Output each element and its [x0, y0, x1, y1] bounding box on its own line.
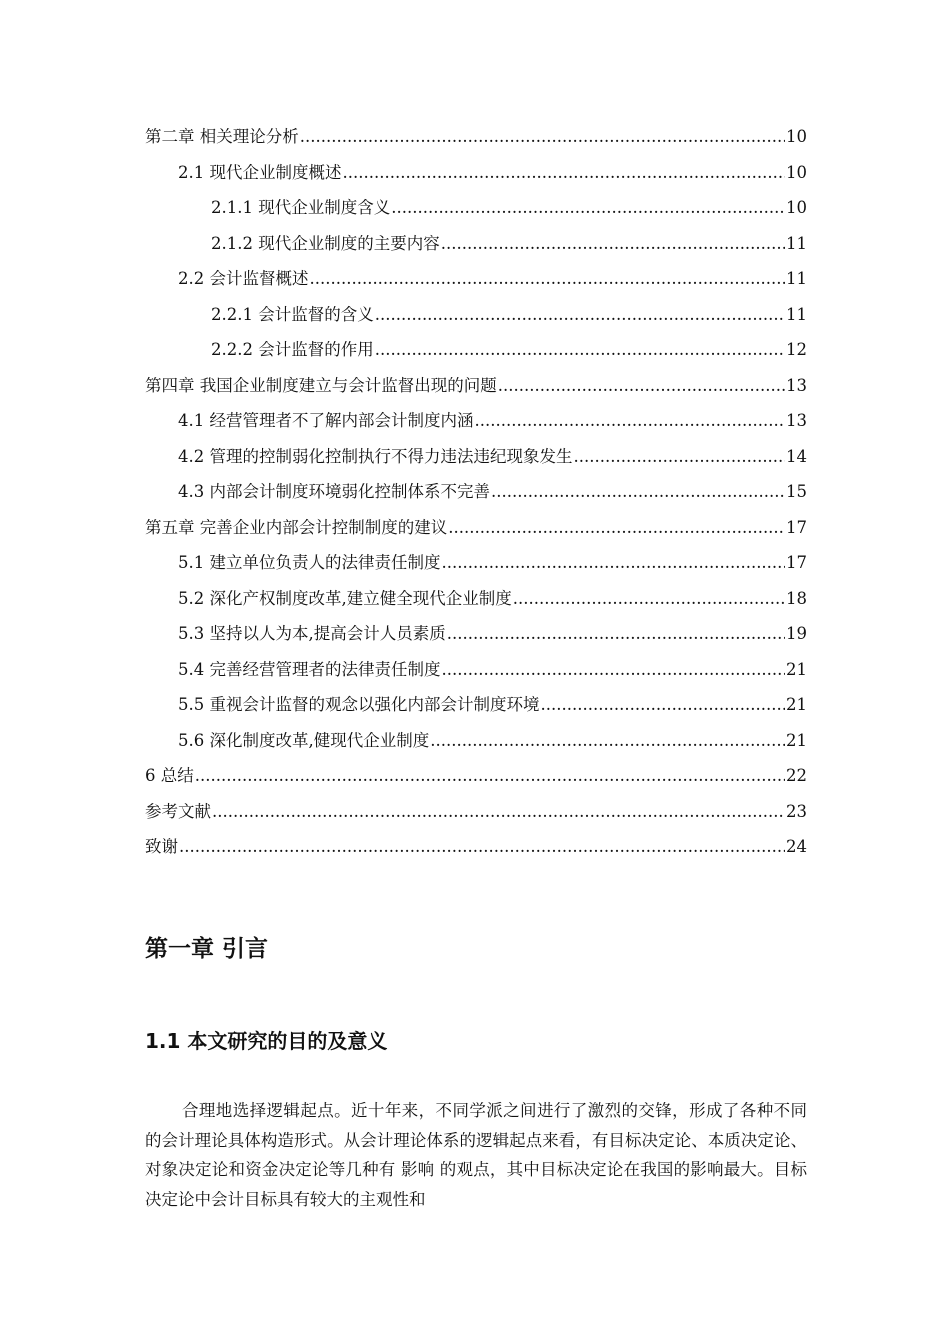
toc-entry-title: 5.3 坚持以人为本,提高会计人员素质 [178, 624, 446, 643]
toc-leader-dots [447, 616, 785, 652]
toc-entry[interactable] [145, 794, 807, 830]
toc-entry[interactable] [145, 510, 807, 546]
toc-entry-page: 13 [786, 375, 807, 395]
toc-entry[interactable] [145, 332, 807, 368]
toc-leader-dots [475, 403, 786, 439]
table-of-contents [145, 119, 807, 865]
toc-entry-title: 5.4 完善经营管理者的法律责任制度 [178, 659, 441, 679]
toc-leader-dots [448, 510, 785, 546]
toc-entry-title: 2.1.2 现代企业制度的主要内容 [211, 233, 440, 253]
toc-entry-title: 2.1.1 现代企业制度含义 [211, 198, 391, 217]
toc-leader-dots [212, 794, 785, 830]
toc-entry-title: 6 总结 [145, 766, 194, 785]
toc-entry[interactable] [145, 687, 807, 723]
toc-entry-page: 17 [786, 517, 807, 537]
toc-entry-page: 13 [786, 411, 807, 430]
toc-entry-title: 5.6 深化制度改革,健现代企业制度 [178, 730, 430, 750]
body-paragraph: 合理地选择逻辑起点。近十年来，不同学派之间进行了激烈的交锋，形成了各种不同的会计理论具体构造形式。从会计理论体系的逻辑起点来看，有目标决定论、本质决定论、对象决定论和资金决定论等几种有 影响 的观点，其中目标决定论在我国的影响最大。目标决定论中会计目标具有较大的主观性和 [145, 1101, 807, 1209]
toc-entry-page: 14 [786, 446, 807, 466]
toc-leader-dots [430, 723, 785, 759]
toc-entry[interactable] [145, 403, 807, 439]
toc-leader-dots [498, 368, 785, 404]
toc-entry-page: 21 [786, 659, 807, 679]
toc-entry-title: 2.2.1 会计监督的含义 [211, 304, 374, 324]
toc-entry-title: 第二章 相关理论分析 [145, 127, 299, 146]
toc-entry-page: 10 [786, 127, 807, 146]
toc-entry[interactable] [145, 723, 807, 759]
toc-entry-page: 17 [786, 553, 807, 572]
toc-entry-page: 22 [786, 766, 807, 785]
toc-entry[interactable] [145, 545, 807, 581]
toc-entry-title: 5.2 深化产权制度改革,建立健全现代企业制度 [178, 588, 512, 608]
toc-entry[interactable] [145, 261, 807, 297]
toc-entry-title: 第四章 我国企业制度建立与会计监督出现的问题 [145, 375, 497, 395]
chapter-heading: 第一章 引言 [145, 936, 269, 962]
toc-entry[interactable] [145, 226, 807, 262]
toc-entry-title: 5.1 建立单位负责人的法律责任制度 [178, 553, 441, 572]
toc-entry[interactable] [145, 616, 807, 652]
toc-entry-page: 11 [786, 233, 807, 253]
toc-entry-page: 18 [786, 588, 807, 608]
toc-entry[interactable] [145, 297, 807, 333]
toc-leader-dots [441, 226, 785, 262]
toc-entry[interactable] [145, 190, 807, 226]
toc-entry[interactable] [145, 474, 807, 510]
toc-entry-page: 19 [786, 624, 807, 643]
toc-entry-title: 5.5 重视会计监督的观念以强化内部会计制度环境 [178, 695, 540, 714]
toc-entry-title: 参考文献 [145, 801, 211, 821]
toc-leader-dots [442, 652, 786, 688]
toc-entry-page: 12 [786, 340, 807, 359]
toc-leader-dots [513, 581, 785, 617]
toc-entry-title: 4.3 内部会计制度环境弱化控制体系不完善 [178, 482, 490, 501]
toc-leader-dots [179, 829, 785, 865]
toc-leader-dots [310, 261, 786, 297]
toc-entry[interactable] [145, 581, 807, 617]
toc-entry-page: 10 [786, 198, 807, 217]
toc-entry-title: 第五章 完善企业内部会计控制制度的建议 [145, 517, 448, 537]
toc-leader-dots [375, 332, 785, 368]
toc-entry-title: 致谢 [145, 837, 178, 856]
toc-leader-dots [375, 297, 785, 333]
section-heading: 1.1 本文研究的目的及意义 [145, 1029, 388, 1053]
toc-entry[interactable] [145, 829, 807, 865]
toc-entry-page: 11 [786, 304, 807, 324]
toc-leader-dots [491, 474, 785, 510]
toc-entry-page: 10 [786, 162, 807, 182]
toc-entry[interactable] [145, 652, 807, 688]
toc-entry-title: 2.2 会计监督概述 [178, 269, 309, 288]
toc-entry[interactable] [145, 758, 807, 794]
toc-entry[interactable] [145, 119, 807, 155]
toc-leader-dots [343, 155, 786, 191]
toc-entry-page: 21 [786, 730, 807, 750]
toc-entry-page: 24 [786, 837, 807, 856]
toc-leader-dots [442, 545, 786, 581]
toc-leader-dots [195, 758, 785, 794]
toc-entry-title: 4.1 经营管理者不了解内部会计制度内涵 [178, 411, 474, 430]
toc-entry[interactable] [145, 439, 807, 475]
toc-entry-page: 21 [786, 695, 807, 714]
toc-entry-page: 11 [786, 269, 807, 288]
toc-entry-title: 2.1 现代企业制度概述 [178, 162, 342, 182]
toc-leader-dots [574, 439, 786, 475]
toc-entry-title: 2.2.2 会计监督的作用 [211, 340, 374, 359]
toc-entry[interactable] [145, 155, 807, 191]
toc-entry-page: 23 [786, 801, 807, 821]
toc-entry-title: 4.2 管理的控制弱化控制执行不得力违法违纪现象发生 [178, 446, 573, 466]
toc-entry[interactable] [145, 368, 807, 404]
toc-entry-page: 15 [786, 482, 807, 501]
toc-leader-dots [300, 119, 785, 155]
toc-leader-dots [391, 190, 785, 226]
toc-leader-dots [541, 687, 786, 723]
